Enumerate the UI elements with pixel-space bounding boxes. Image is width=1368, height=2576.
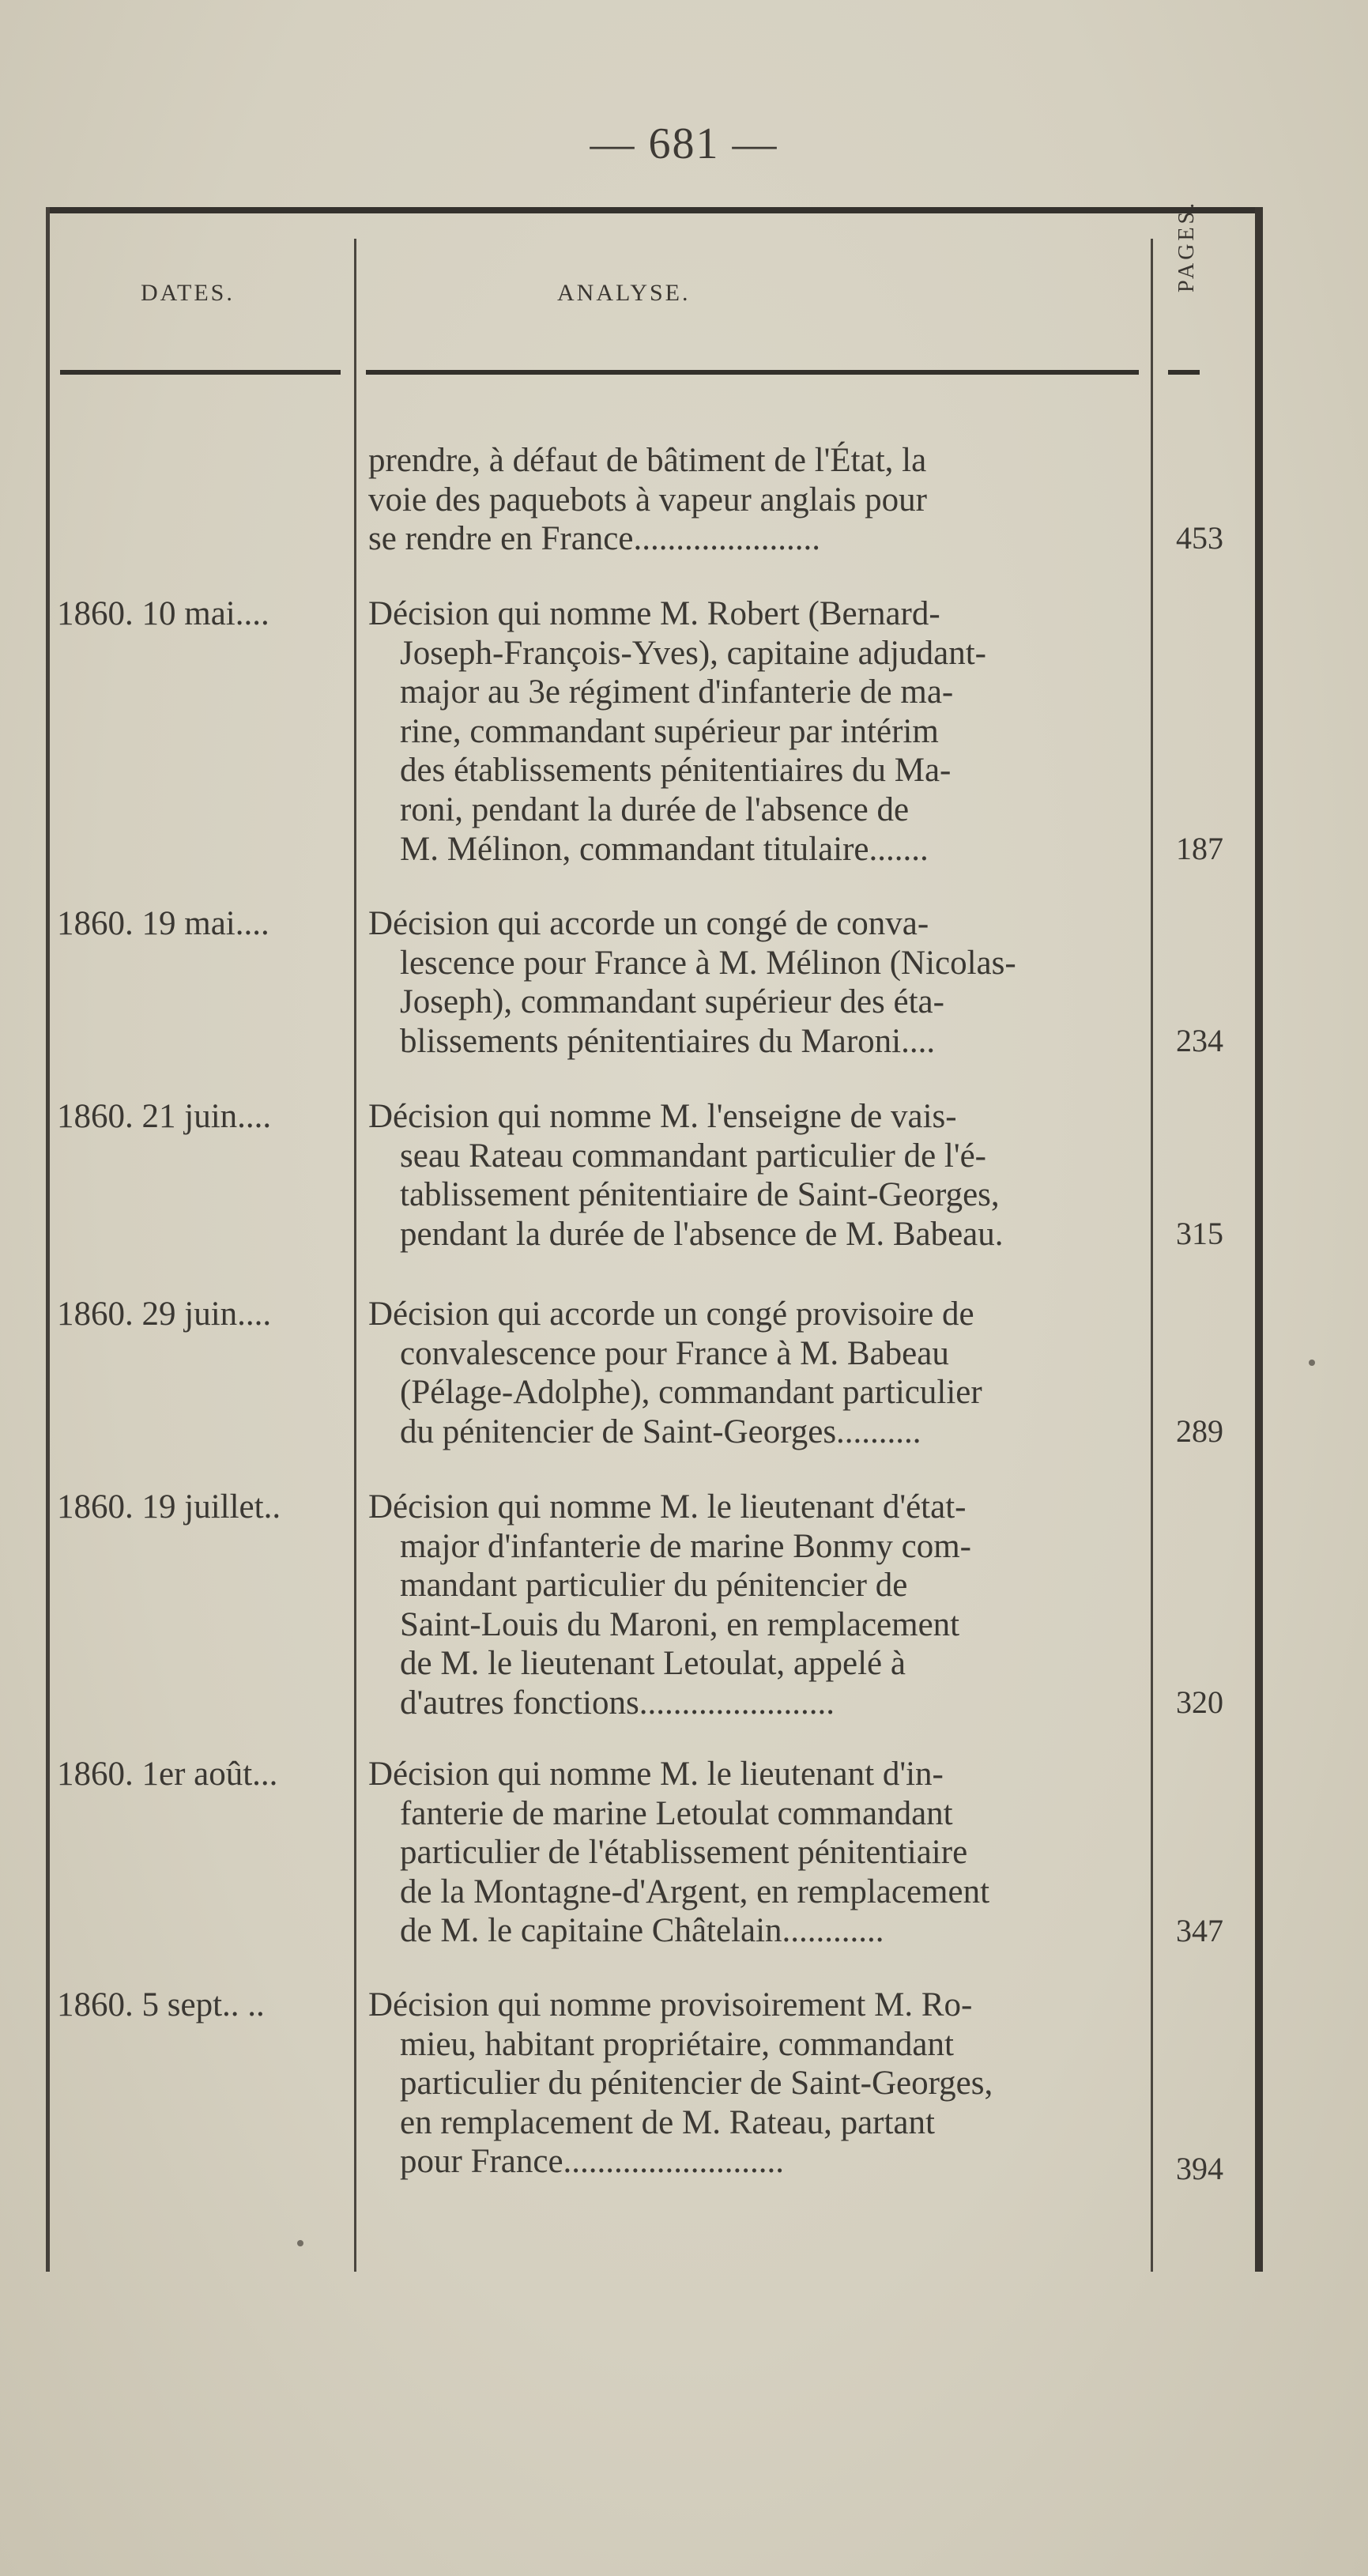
analysis-line: major d'infanterie de marine Bonmy com- [400,1527,971,1565]
entry-analysis [368,1986,1136,2182]
entry-analysis [368,1295,1136,1451]
entry-date: 1860. 29 juin.... [57,1296,272,1333]
analysis-line: mandant particulier du pénitencier de [400,1567,908,1605]
entry-analysis [368,594,1136,869]
entry-analysis [368,904,1136,1061]
analysis-line: major au 3e régiment d'infanterie de ma- [400,673,954,711]
ink-speck [1309,1360,1315,1366]
analysis-line: rine, commandant supérieur par intérim [400,712,939,750]
entry-date: 1860. 21 juin.... [57,1098,272,1135]
analysis-line: roni, pendant la durée de l'absence de [400,790,910,828]
analysis-line: prendre, à défaut de bâtiment de l'État, la [368,442,927,479]
analysis-line: pour France.......................... [400,2143,785,2181]
analysis-line: du pénitencier de Saint-Georges.......... [400,1412,921,1450]
entry-analysis [368,1488,1136,1723]
ink-speck [297,2240,303,2246]
table-left-border [46,207,50,2272]
entry-page-number: 453 [1176,520,1223,556]
entry-page-number: 289 [1176,1413,1223,1449]
entry-analysis [368,441,1136,559]
analysis-line: lescence pour France à M. Mélinon (Nicolas- [400,944,1016,982]
entry-date: 1860. 19 juillet.. [57,1488,281,1526]
analysis-line: Décision qui nomme M. l'enseigne de vais- [368,1098,957,1135]
header-pages: PAGES. [1174,199,1199,292]
analysis-line: de la Montagne-d'Argent, en remplacement [400,1873,990,1910]
analysis-line: blissements pénitentiaires du Maroni.... [400,1022,936,1060]
entry-date: 1860. 10 mai.... [57,595,269,632]
analysis-line: Décision qui nomme M. le lieutenant d'in- [368,1756,944,1793]
analysis-line: voie des paquebots à vapeur anglais pour [368,481,927,519]
entry-date: 1860. 1er août... [57,1756,278,1793]
analysis-line: de M. le lieutenant Letoulat, appelé à [400,1645,906,1683]
entry-page-number: 347 [1176,1913,1223,1948]
column-divider-pages [1151,239,1153,2272]
analysis-line: Saint-Louis du Maroni, en remplacement [400,1605,960,1643]
analysis-line: d'autres fonctions....................... [400,1684,835,1722]
analysis-line: Joseph-François-Yves), capitaine adjudant- [400,634,986,672]
analysis-line: M. Mélinon, commandant titulaire....... [400,830,929,868]
entry-page-number: 187 [1176,831,1223,866]
analysis-line: Joseph), commandant supérieur des éta- [400,983,944,1021]
analysis-line: se rendre en France...................... [368,520,820,558]
analysis-line: en remplacement de M. Rateau, partant [400,2103,935,2141]
analysis-line: (Pélage-Adolphe), commandant particulier [400,1374,982,1412]
header-analyse: ANALYSE. [557,280,691,306]
analysis-line: de M. le capitaine Châtelain............ [400,1912,884,1950]
entry-analysis [368,1755,1136,1951]
analysis-line: tablissement pénitentiaire de Saint-Georges, [400,1176,1000,1214]
analysis-line: mieu, habitant propriétaire, commandant [400,2025,954,2063]
entry-analysis [368,1097,1136,1254]
analysis-line: Décision qui accorde un congé de conva- [368,905,929,942]
analysis-line: particulier de l'établissement pénitentiaire [400,1834,968,1872]
entry-page-number: 320 [1176,1684,1223,1720]
analysis-line: Décision qui nomme M. Robert (Bernard- [368,595,940,632]
column-divider-dates [354,239,356,2272]
analysis-line: fanterie de marine Letoulat commandant [400,1794,953,1832]
header-underline-dates [60,370,341,375]
analysis-line: des établissements pénitentiaires du Ma- [400,752,952,790]
header-underline-analyse [366,370,1139,375]
entry-page-number: 394 [1176,2151,1223,2186]
page-number: — 681 — [590,119,778,168]
table-right-border [1255,207,1263,2272]
index-table [46,199,1263,2272]
analysis-line: pendant la durée de l'absence de M. Babeau. [400,1215,1004,1253]
header-dates: DATES. [141,280,235,306]
entry-date: 1860. 19 mai.... [57,905,269,942]
analysis-line: Décision qui nomme M. le lieutenant d'état- [368,1488,967,1526]
analysis-line: particulier du pénitencier de Saint-Georges, [400,2065,993,2103]
entry-date: 1860. 5 sept.. .. [57,1986,265,2023]
analysis-line: Décision qui accorde un congé provisoire de [368,1296,974,1333]
analysis-line: Décision qui nomme provisoirement M. Ro- [368,1986,973,2023]
analysis-line: convalescence pour France à M. Babeau [400,1334,949,1372]
entry-page-number: 315 [1176,1216,1223,1251]
analysis-line: seau Rateau commandant particulier de l'é- [400,1137,987,1175]
header-underline-pages [1168,370,1200,375]
entry-page-number: 234 [1176,1023,1223,1058]
table-top-border [46,207,1263,213]
